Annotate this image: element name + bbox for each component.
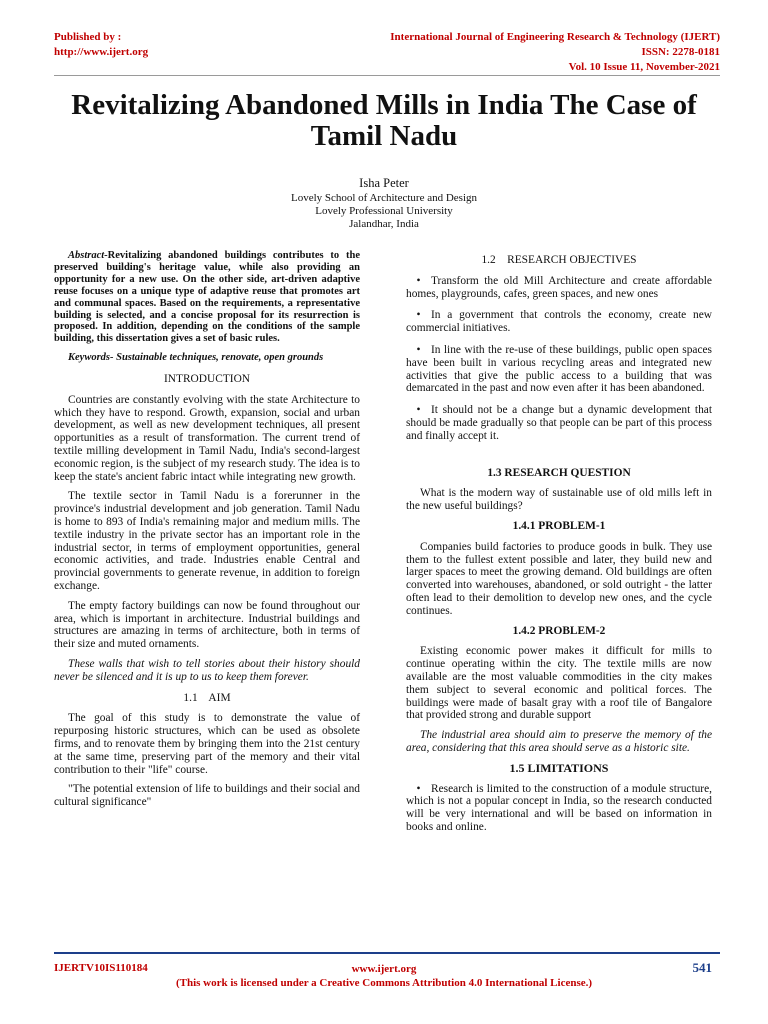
intro-paragraph-3: The empty factory buildings can now be found throughout our area, which is important in architecture. Industrial buildings and structures are amazing in terms of architecture, both in terms of their size and muted ornaments. bbox=[54, 599, 360, 651]
intro-paragraph-2: The textile sector in Tamil Nadu is a forerunner in the province's industrial development and job generation. Tamil Nadu is home to 893 of India's remaining major and medium mills. The textile industry in the private sector has an important role in the industrial sector, in terms of employment opportunities, general economic activities, and trade. Industries enable Central and provincial governments to generate revenue, in addition to foreign exchange. bbox=[54, 490, 360, 592]
page-number: 541 bbox=[692, 960, 712, 975]
objective-text: Transform the old Mill Architecture and create affordable homes, playgrounds, cafes, green spaces, and new ones bbox=[406, 274, 712, 300]
issn: ISSN: 2278-0181 bbox=[641, 46, 720, 58]
problem-2-text: Existing economic power makes it difficult for mills to continue operating within the city. The textile mills are now available are the most valuable commodities in the city makes them subject to several economic and political forces. The buildings were made of basalt gray with a roof tile of Bangalore that provided strong and durable support bbox=[406, 645, 712, 722]
intro-paragraph-1: Countries are constantly evolving with the state Architecture to which they have to respond. Growth, expansion, social and urban development, as well as new development techniques, all present opportunities as a result of transformation. The current trend of textile milling development in Tamil Nadu, India's second-largest economic region, is the subject of my research study. The idea is to keep the state's ancient fabric intact while integrating new growth. bbox=[54, 393, 360, 483]
journal-block bbox=[390, 30, 720, 75]
affiliation-location: Jalandhar, India bbox=[349, 218, 419, 230]
author-name: Isha Peter bbox=[359, 176, 409, 190]
bullet-icon: • bbox=[416, 343, 421, 356]
research-question-heading: 1.3 RESEARCH QUESTION bbox=[487, 466, 631, 479]
footer-divider bbox=[54, 952, 720, 954]
footer-center bbox=[0, 962, 768, 990]
abstract bbox=[54, 250, 360, 345]
left-column bbox=[54, 250, 360, 816]
bullet-icon: • bbox=[416, 309, 421, 322]
problem-1-heading: 1.4.1 PROBLEM-1 bbox=[512, 519, 606, 532]
license-note: (This work is licensed under a Creative Commons Attribution 4.0 International License.) bbox=[175, 977, 593, 989]
paper-id: IJERTV10IS110184 bbox=[54, 962, 148, 974]
publisher-block bbox=[54, 30, 148, 60]
author-block bbox=[0, 177, 768, 231]
problem-2-quote: The industrial area should aim to preserve the memory of the area, considering that this area should serve as a historic site. bbox=[406, 729, 712, 754]
right-column bbox=[406, 250, 712, 843]
bullet-icon: • bbox=[416, 404, 421, 417]
introduction-heading: INTRODUCTION bbox=[163, 373, 251, 386]
problem-1-text: Companies build factories to produce goods in bulk. They use them to the fullest extent possible and later, they build new and larger spaces to meet the growing demand. Old buildings are often converted into warehouses, abandoned, or sold outright - the latter often lead to their demolition to develop new ones, and the cycle continues. bbox=[406, 540, 712, 617]
objective-item bbox=[406, 275, 712, 301]
header-divider bbox=[54, 75, 720, 76]
aim-paragraph-1: The goal of this study is to demonstrate the value of repurposing historic structures, which can be used as obsolete firms, and to renovate them by bringing them into the 21st century at the same time, preserving part of the memory and their vital contribution to their "life" course. bbox=[54, 712, 360, 776]
aim-heading: 1.1 AIM bbox=[183, 691, 231, 704]
abstract-text: -Revitalizing abandoned buildings contributes to the preserved building's heritage value, while also providing an opportunity for a new use. On the other side, art-driven adaptive reuse focuses on a unique type of adaptive reuse that promotes art and communal spaces. Based on the requirements, a representative building is selected, and a concise proposal for its resurrection is proposed. In addition, depending on the conditions of the sample building, this dissertation gives a set of basic rules. bbox=[54, 250, 360, 345]
publisher-url-link[interactable]: http://www.ijert.org bbox=[54, 46, 149, 58]
limitation-item bbox=[406, 783, 712, 834]
objective-text: It should not be a change but a dynamic development that should be made gradually so that people can be part of this process and finally accept it. bbox=[406, 404, 712, 442]
journal-name: International Journal of Engineering Research & Technology (IJERT) bbox=[390, 31, 720, 43]
problem-2-heading: 1.4.2 PROBLEM-2 bbox=[512, 624, 606, 637]
objective-item bbox=[406, 404, 712, 442]
limitation-text: Research is limited to the construction of a module structure, which is not a popular concept in India, so the research conducted will be very international and will be based on information in books and online. bbox=[406, 782, 712, 833]
footer-url-link[interactable]: www.ijert.org bbox=[351, 963, 417, 975]
bullet-icon: • bbox=[416, 274, 421, 287]
paper-title: Revitalizing Abandoned Mills in India The Case of Tamil Nadu bbox=[71, 89, 697, 152]
abstract-label: Abstract bbox=[68, 250, 105, 261]
research-question-text: What is the modern way of sustainable use of old mills left in the new useful buildings? bbox=[406, 487, 712, 513]
keywords: Keywords- Sustainable techniques, renovate, open grounds bbox=[68, 352, 324, 364]
objectives-heading: 1.2 RESEARCH OBJECTIVES bbox=[481, 254, 637, 266]
volume-issue: Vol. 10 Issue 11, November-2021 bbox=[568, 61, 720, 73]
affiliation-university: Lovely Professional University bbox=[315, 205, 453, 217]
limitations-heading: 1.5 LIMITATIONS bbox=[509, 760, 609, 775]
affiliation-school: Lovely School of Architecture and Design bbox=[290, 192, 478, 204]
bullet-icon: • bbox=[416, 782, 421, 795]
intro-paragraph-4: These walls that wish to tell stories about their history should never be silenced and it is up to us to keep them forever. bbox=[54, 657, 360, 683]
publisher-label: Published by : bbox=[54, 31, 122, 43]
objective-item bbox=[406, 309, 712, 335]
objective-text: In a government that controls the economy, create new commercial initiatives. bbox=[406, 309, 712, 335]
objective-item bbox=[406, 344, 712, 395]
objective-text: In line with the re-use of these buildings, public open spaces have been built in various recycling areas and integrated new activities that give the public access to a building that was demarcated in the past and now even after it has been abandoned. bbox=[406, 343, 712, 395]
aim-paragraph-2: "The potential extension of life to buildings and their social and cultural significance" bbox=[54, 783, 360, 809]
